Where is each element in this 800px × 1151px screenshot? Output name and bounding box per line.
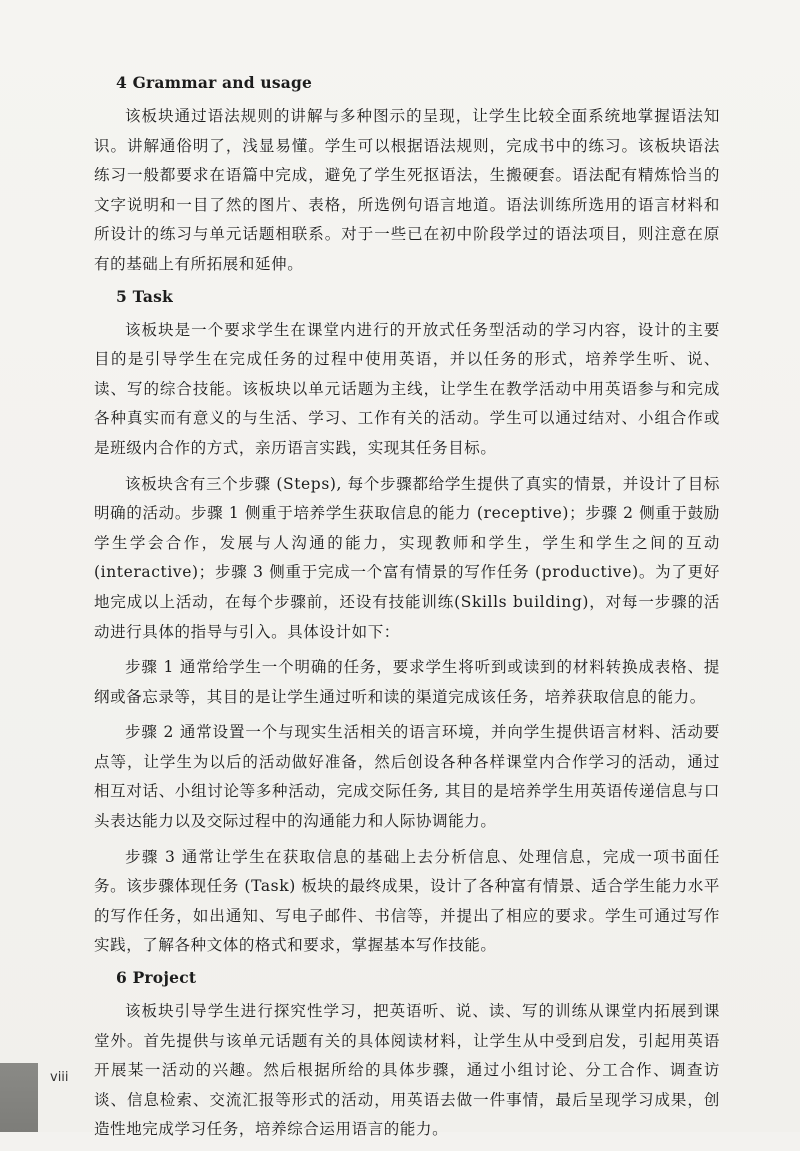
page-content bbox=[94, 72, 720, 1151]
paragraph: 该板块含有三个步骤 (Steps), 每个步骤都给学生提供了真实的情景，并设计了目标明确的活动。步骤 1 侧重于培养学生获取信息的能力 (receptive)；步骤 2 侧重于鼓励学生学会合作，发展与人沟通的能力，实现教师和学生，学生和学生之间的互动 (interactive)；步骤 3 侧重于完成一个富有情景的写作任务 (productive)。为了更好地完成以上活动，在每个步骤前，还设有技能训练(Skills building)，对每一步骤的活动进行具体的指导与引入。具体设计如下： bbox=[94, 474, 720, 641]
section-heading: 5 Task bbox=[116, 286, 173, 306]
section-task bbox=[94, 286, 720, 961]
section-heading: 6 Project bbox=[116, 968, 197, 988]
section-grammar-and-usage bbox=[94, 72, 720, 280]
paragraph: 步骤 3 通常让学生在获取信息的基础上去分析信息、处理信息，完成一项书面任务。该步骤体现任务 (Task) 板块的最终成果，设计了各种富有情景、适合学生能力水平的写作任务，如出通知、写电子邮件、书信等，并提出了相应的要求。学生可通过写作实践，了解各种文体的格式和要求，掌握基本写作技能。 bbox=[94, 847, 720, 955]
section-project bbox=[94, 967, 720, 1145]
paragraph: 该板块是一个要求学生在课堂内进行的开放式任务型活动的学习内容，设计的主要目的是引导学生在完成任务的过程中使用英语，并以任务的形式，培养学生听、说、读、写的综合技能。该板块以单元话题为主线，让学生在教学活动中用英语参与和完成各种真实而有意义的与生活、学习、工作有关的活动。学生可以通过结对、小组合作或是班级内合作的方式，亲历语言实践，实现其任务目标。 bbox=[94, 320, 720, 457]
paragraph: 该板块通过语法规则的讲解与多种图示的呈现，让学生比较全面系统地掌握语法知识。讲解通俗明了，浅显易懂。学生可以根据语法规则，完成书中的练习。该板块语法练习一般都要求在语篇中完成，避免了学生死抠语法，生搬硬套。语法配有精炼恰当的文字说明和一目了然的图片、表格，所选例句语言地道。语法训练所选用的语言材料和所设计的练习与单元话题相联系。对于一些已在初中阶段学过的语法项目，则注意在原有的基础上有所拓展和延伸。 bbox=[94, 107, 720, 273]
paragraph: 步骤 1 通常给学生一个明确的任务，要求学生将听到或读到的材料转换成表格、提纲或备忘录等，其目的是让学生通过听和读的渠道完成该任务，培养获取信息的能力。 bbox=[94, 658, 720, 706]
paragraph: 步骤 2 通常设置一个与现实生活相关的语言环境，并向学生提供语言材料、活动要点等，让学生为以后的活动做好准备，然后创设各种各样课堂内合作学习的活动，通过相互对话、小组讨论等多种活动，完成交际任务, 其目的是培养学生用英语传递信息与口头表达能力以及交际过程中的沟通能力和人际协调能力。 bbox=[94, 723, 720, 831]
section-heading: 4 Grammar and usage bbox=[116, 73, 313, 92]
page-number: viii bbox=[50, 1070, 69, 1085]
paragraph: 该板块引导学生进行探究性学习，把英语听、说、读、写的训练从课堂内拓展到课堂外。首先提供与该单元话题有关的具体阅读材料，让学生从中受到启发，引起用英语开展某一活动的兴趣。然后根据所给的具体步骤，通过小组讨论、分工合作、调查访谈、信息检索、交流汇报等形式的活动，用英语去做一件事情，最后呈现学习成果，创造性地完成学习任务，培养综合运用语言的能力。 bbox=[94, 1002, 720, 1139]
page-edge-bar bbox=[0, 1063, 38, 1132]
